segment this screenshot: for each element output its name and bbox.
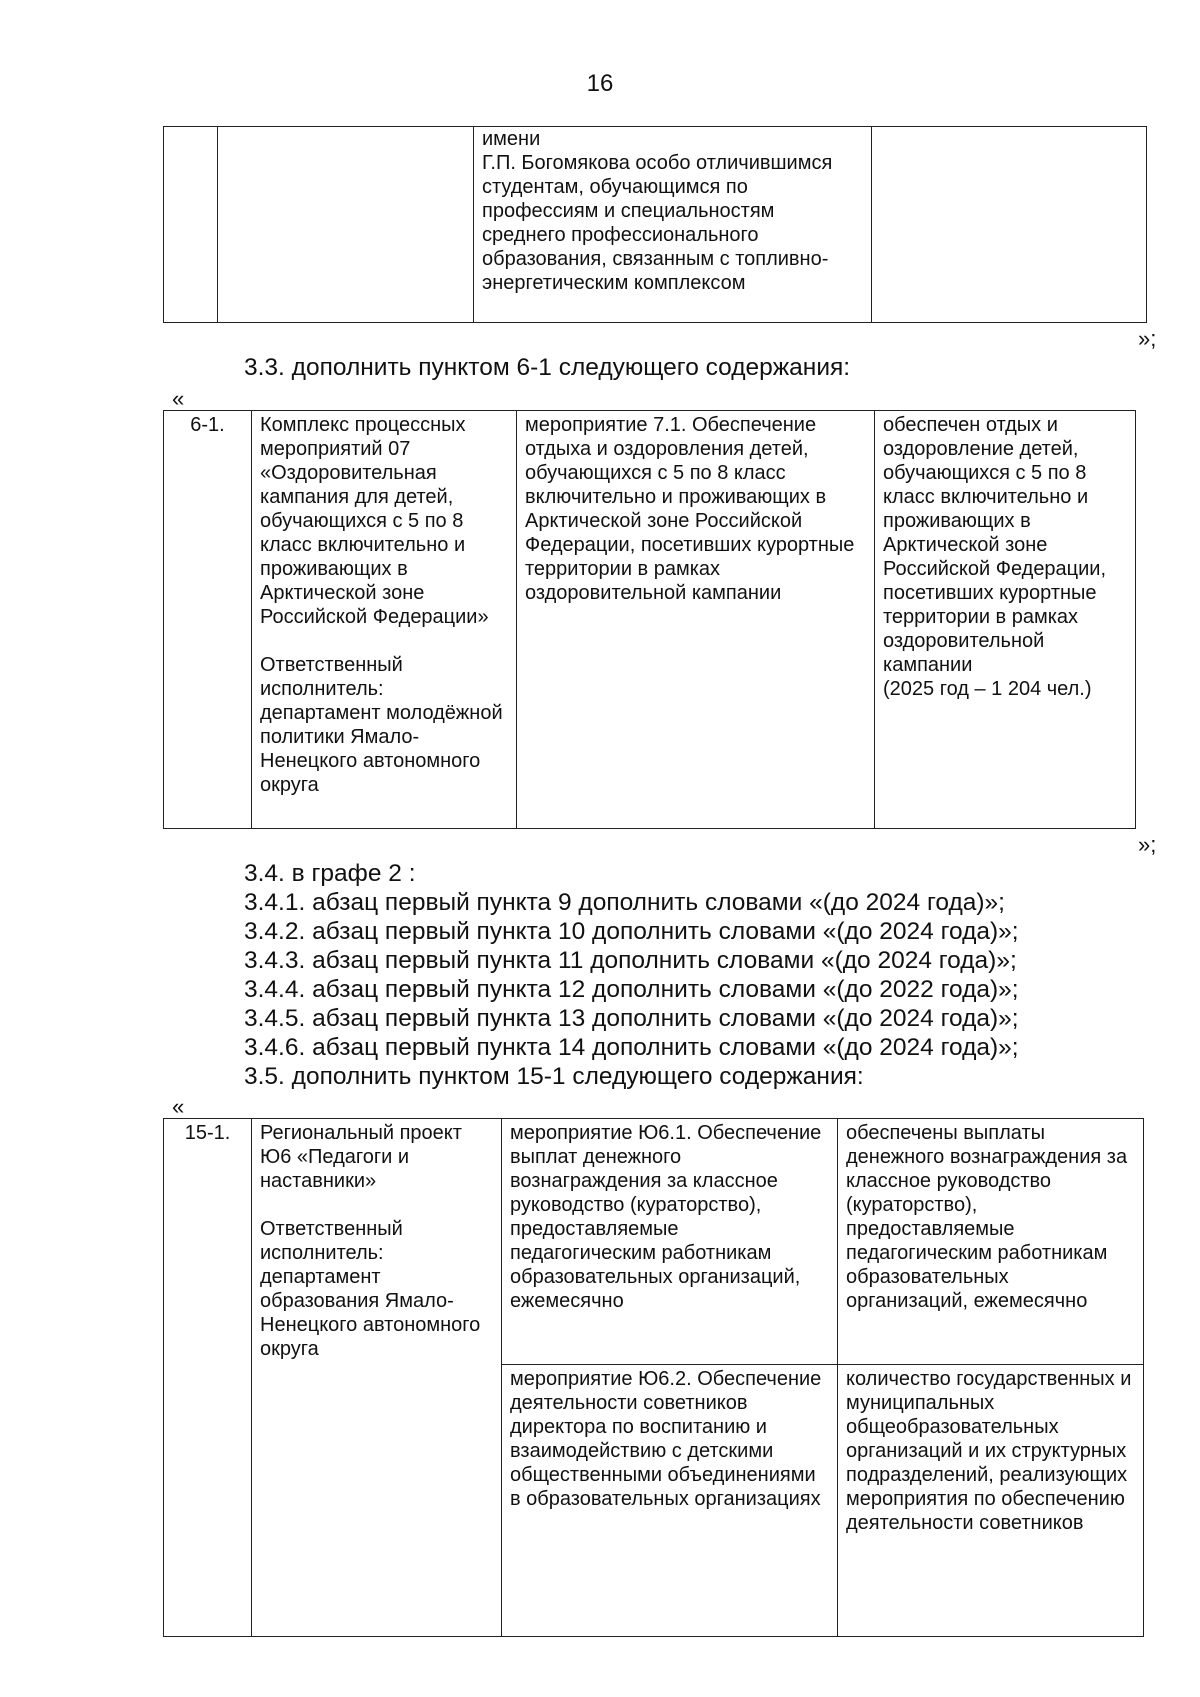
table-cell-empty xyxy=(164,127,218,323)
table-item-6-1 xyxy=(163,410,1136,829)
closing-quote: »; xyxy=(1138,326,1157,351)
table-continuation xyxy=(163,126,1147,323)
opening-quote: « xyxy=(172,386,185,411)
opening-quote: « xyxy=(172,1094,185,1119)
sub-item-3-4-6: 3.4.6. абзац первый пункта 14 дополнить словами «(до 2024 года)»; xyxy=(244,1034,1019,1061)
event-cell: мероприятие Ю6.1. Обеспечение выплат денежного вознаграждения за классное руководство (кураторство), предоставляемые педагогическим работникам образовательных организаций, ежемесячно xyxy=(502,1119,838,1365)
event-cell: мероприятие 7.1. Обеспечение отдыха и оздоровления детей, обучающихся с 5 по 8 класс включительно и проживающих в Арктической зоне Российской Федерации, посетивших курортные территории в рамках оздоровительной кампании xyxy=(517,411,875,829)
table-cell-empty xyxy=(872,127,1147,323)
item-number: 6-1. xyxy=(164,411,252,829)
table-cell-event-continuation: имени Г.П. Богомякова особо отличившимся студентам, обучающимся по профессиям и специальностям среднего профессионального образования, связанным с топливно-энергетическим комплексом xyxy=(474,127,872,323)
project-cell: Комплекс процессных мероприятий 07 «Оздоровительная кампания для детей, обучающихся с 5 по 8 класс включительно и проживающих в Арктической зоне Российской Федерации» Ответственный исполнитель: департамент молодёжной политики Ямало-Ненецкого автономного округа xyxy=(252,411,517,829)
paragraph-3-3: 3.3. дополнить пунктом 6-1 следующего содержания: xyxy=(244,354,851,381)
sub-item-3-4-1: 3.4.1. абзац первый пункта 9 дополнить словами «(до 2024 года)»; xyxy=(244,889,1005,916)
sub-item-3-4-4: 3.4.4. абзац первый пункта 12 дополнить словами «(до 2022 года)»; xyxy=(244,976,1019,1003)
event-cell: мероприятие Ю6.2. Обеспечение деятельности советников директора по воспитанию и взаимодействию с детскими общественными объединениями в образовательных организациях xyxy=(502,1365,838,1637)
item-number: 15-1. xyxy=(164,1119,252,1637)
result-cell: обеспечены выплаты денежного вознаграждения за классное руководство (кураторство), предоставляемые педагогическим работникам образовательных организаций, ежемесячно xyxy=(838,1119,1144,1365)
page-number: 16 xyxy=(586,70,614,97)
table-cell-empty xyxy=(218,127,474,323)
result-cell: количество государственных и муниципальных общеобразовательных организаций и их структурных подразделений, реализующих мероприятия по обеспечению деятельности советников xyxy=(838,1365,1144,1637)
paragraph-3-5: 3.5. дополнить пунктом 15-1 следующего содержания: xyxy=(244,1063,864,1090)
sub-item-3-4-5: 3.4.5. абзац первый пункта 13 дополнить словами «(до 2024 года)»; xyxy=(244,1005,1019,1032)
result-cell: обеспечен отдых и оздоровление детей, обучающихся с 5 по 8 класс включительно и проживающих в Арктической зоне Российской Федерации, посетивших курортные территории в рамках оздоровительной кампании (2025 год – 1 204 чел.) xyxy=(875,411,1136,829)
project-cell: Региональный проект Ю6 «Педагоги и наставники» Ответственный исполнитель: департамент образования Ямало-Ненецкого автономного округа xyxy=(252,1119,502,1637)
paragraph-3-4: 3.4. в графе 2 : xyxy=(244,860,416,887)
sub-item-3-4-3: 3.4.3. абзац первый пункта 11 дополнить словами «(до 2024 года)»; xyxy=(244,947,1017,974)
sub-item-3-4-2: 3.4.2. абзац первый пункта 10 дополнить словами «(до 2024 года)»; xyxy=(244,918,1019,945)
table-item-15-1 xyxy=(163,1118,1144,1637)
closing-quote: »; xyxy=(1138,832,1157,857)
